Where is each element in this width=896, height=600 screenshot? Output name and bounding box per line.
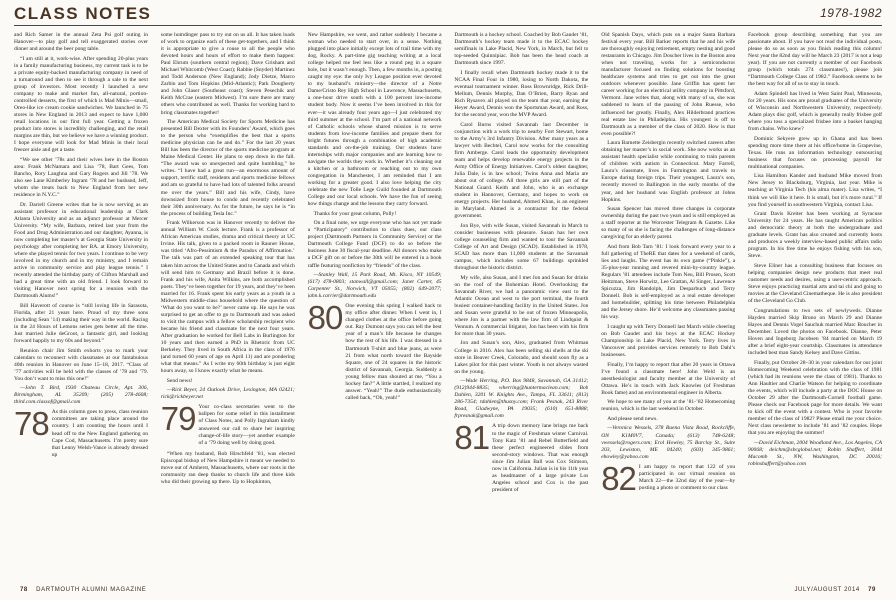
paragraph: Congratulations to two sets of newlyweds. Dianne Hayden married Skip Bruno on March 29 and Dianne Hayes and Dennis Vogel Sauchuk married Marc Boucher in December. Loved the photos on Facebook. Dianne, Peter Hoven and Ingeborg Jacobsen ’84 married on March 19 after a brief eight-year courtship. Classmates in attendance included best man Sandy Kelsey and Dave Gittins. [748, 307, 882, 357]
left-page-number: 78 [20, 587, 28, 593]
paragraph: “We see other ’78s and their wives here in the Boston area: Frank McNamara and Lisa ’78, Bart Gees, Tom Bancho, Rory Laughna and Gary Rogers and Jill ’78. We also see Lane Kimberley Ingram ’78 and her husband, Jeff, whom she treats back to New England from her new residence in N.Y.C.” [14, 156, 148, 199]
issue-date: JULY/AUGUST 2014 [794, 587, 860, 593]
class-80-block [307, 299, 442, 404]
paragraph: I caught up with Terry Donnell last March while cheering on Bob Gaudet and his boys at the ECAC Hockey Championship in Lake Placid, New York. Terry lives in Vancouver and provides services remotely to Bob Dahl’s businesses. [601, 323, 736, 359]
class-secretary-signature: —Stanley Wall, 15 Park Road, Mt. Kisco, NY 10549; (617) 478-0803; stanwall@gmail.com; Janet Carter, 45 Carpenter St., Norwich, VT 05055; (802) 649-2077; jahn.k.carrier@dartmouth.edu [307, 272, 442, 300]
paragraph: some humdinger pass to try out on us all. It has taken loads of work to organize each of these get-togethers, and I think it is appropriate to give a rouse to all the people who devoted hours and hours of effort to make them happen: Paul Ehrum (southern central region); Dave Grisham and Michael Whitcomb (West Coast); Rabbie (Snyder) Martinez and Todd Anderson (New England); Jody Dietze, Marco Zarbin and Tom Hopkins (Mid-Atlantic); Park Dougherty and John Glaser (Southeast coast); Steven Pesechik and Keith McCrae (eastern Midwest). I’m sure there are many others who contributed as well. Thanks for working hard to bring classmates together! [160, 32, 295, 116]
class-year-number-81: 81 [454, 419, 490, 457]
paragraph: Steve Eliner has a consulting business that focuses on helping companies design new products that meet real customer needs and desires, using a user-centric approach. Steve enjoys practicing martial arts and tai chi and going to movies at the Cleveland Cinematheque. He is also president of the Cleveland Go Club. [748, 262, 882, 305]
paragraph: Thanks for your great column, Polly! [313, 210, 397, 217]
class-secretary-signature: —Veronica Wessels, 378 Buena Vista Road, Rockcliffe, ON K1M0V7, Canada; (613) 748-6248; vwessels@rogers.com; Erol Howley, 75 Barclay St., Suite 203, Lewiston, ME 04240; (603) 345-9861; ehowley@yahoo.com [601, 425, 736, 460]
column-1 [14, 32, 148, 583]
paragraph: Dr. Darrell Greene writes that he is now serving as an assistant professor in educational leadership at Clark Atlanta University and as an adjunct professor at Mercer University. “My wife, Barbara, retired last year from the Food and Drug Administration and our daughter, Ayanna, is now completing her master’s at Georgia State University in psychology after completing her BA. at Emory University, where she played tennis for two years. I continue to be very involved in my church and in my ministry, and I remain active in community service and play league tennis.” I recently attended the birthday party of Clifton Marshall and had a great time with an old friend. I look forward to visiting Hanover next spring for a reunion with the Dartmouth Alums!” [14, 201, 148, 300]
paragraph: Reunion chair Jim Smith exhorts you to mark your calendars to reconnect with classmates at our fantabulous 40th reunion in Hanover on June 15–18, 2017. “Class of ’77 activities will be held with the classes of ’78 and ’79. You don’t want to miss this one!” [14, 347, 148, 382]
paragraph: On a final note, we urge everyone who has not yet made a “Participatory” contribution to class dues, our class project (Dartmouth Partners in Community Service) or the Dartmouth College Fund (DCF) to do so before the business June 30 fiscal-year deadline. All donors who make a DCF gift on or before the 30th will be entered in a book raffle featuring nonfiction by “friends” of the class. [307, 220, 442, 269]
paragraph: Adam Spindell has lived in West Saint Paul, Minnesota, for 20 years. His sons are proud graduates of the University of Wisconsin and Northwestern University, respectively. Adam plays disc golf, which is generally really frisbee golf where you toss a specialized frisbee into a basket hanging from chains. Who knew? [748, 90, 882, 133]
class-secretary-signature: —David Eichman, 2004 Woodland Ave., Los Angeles, CA 90068; deichm@sbcglobal.net; Robin Shaffert, 3044 Macomb St., NW, Washington, DC 20016; robinshaffert@yahoo.com [748, 439, 882, 467]
class-secretary-signature: —Rick Beyer, 24 Outlook Drive, Lexington, MA 02421; rick@rickbeyer.net [160, 387, 295, 401]
paragraph: Jon Bye, with wife Susan, visited Savannah in March to consider businesses with pleasure. Susan has her own college counseling firm and wanted to tour the Savannah College of Art and Design (SCAD). Established in 1978, SCAD has more than 11,000 students at the Savannah campus, which includes some 67 buildings sprinkled throughout the historic district. [454, 222, 589, 271]
publication-name: DARTMOUTH ALUMNI MAGAZINE [36, 587, 147, 593]
paragraph: Susan Spencer has moved three changes in corporate ownership during the past two years and is still employed as a staff reporter at the Worcester Telegram & Gazette. Like so many of us she is facing the challenges of long-distance caregiving for an elderly parent. [601, 206, 736, 241]
paragraph: Grant Davis Kreiter has been working at Syracuse University for 24 years. He has taught American politics and democratic theory at both the undergraduate and graduate levels. Grant has also created and currently hosts and produces a weekly interview-based public affairs radio program. In his free time he enjoys fishing with his son, Steve. [748, 211, 882, 260]
class-years-range: 1978-1982 [820, 6, 882, 20]
paragraph: “I am still at it, work-wise. After spending 20-plus years in a family manufacturing business, my current task is to be a private equity-backed manufacturing company in need of a turnaround and then to see it through a sale to the next group of investors. Most recently I launched a new company to make and market fun, all-natural, portion-controlled desserts, the first of which is Mad Minis—small, Oreo-like ice cream cookie sandwiches. We launched in 75 stores in New England in 2013 and expect to have 1,000 retail locations in our first full year. Getting a frozen product into stores is incredibly challenging, and the retail margins are thin, but we believe we have a winning product. I hope everyone will look for Mad Minis in their local freezer aisle and get a taste. [14, 55, 148, 154]
paragraph: The American Medical Society for Sports Medicine has presented Bill Dexter with its Founders’ Award, which goes to the person who “exemplifies the best that a sports medicine physician can be and do.” For the last 20 years Bill has been the director of the sports medicine program at Maine Medical Center. He plans to step down in the fall. “The award was so unexpected and quite humbling,” he writes. “I have had a great run—an enormous amount of support, terrific staff, residents and sports medicine fellows and am so grateful to have had lots of talented folks around me over the years.” Bill and his wife, Cindy, have downsized from house to condo and recently celebrated their 30th anniversary. As for the future, he says he is “in the process of building Tesla Inc.” [160, 119, 295, 217]
paragraph: Dominic Sekyere grew up in Ghana and has been spending more time there at his office/home in Grapevine, Texas. He runs an information technology outsourcing business that focuses on processing payroll for multinational companies. [748, 135, 882, 170]
paragraph: Frank Wilkerson was in Hanover recently to deliver the annual William W. Cook lecture. Frank is a professor of African American studies, drama and critical theory at UC Irvine. His talk, given to a packed room in Rauner House, was titled ‘Afro-Pessimism & the Paradox of Affirmation.’ The talk was part of an extended speaking tour that has taken him across the United States and to Canada and which will send him to Germany and Brazil before it is done. Frank and his wife, Anita Wilkins, are both accomplished poets. They’ve been together for 19 years, and they’ve been married for 16. Frank spent his early years as a youth in a Midwestern middle-class household where the question of ‘What do you want to be?’ never came up. He says he was surprised to get an offer to go to Dartmouth and was asked to visit the campus with a fellow scholarship recipient who became his friend and classmate for the next four years. After graduation he worked for Bell Labs in Burlington for 10 years and then earned a PhD in Rhetoric from UC Berkeley. They lived in South Africa in the class of 1976 (and turned 60 years of age on April 11) and are pondering what that means.” As I write my 60th birthday is just eight hours away, so I know exactly what he means. [160, 220, 295, 375]
paragraph: Laura Barnette Zeisbergin recently switched careers after obtaining her master’s in social work. She now works as an assistant health specialist while continuing to train parents of children with autism in Connecticut. Mary Farrell, Laura’s classmate, lives in Farmington and travels to Europe during foreign trips. Their youngest, Laura’s son, recently moved to Ballington in the early months of the year, and her husband was English professor at Johns Hopkins. [601, 140, 736, 203]
paragraph: Carol Burns visited Savannah last December in conjunction with a work trip to nearby Fort Stewart, home to the Army’s 3rd Infantry Division. After many years as a lawyer with Bechtel, Carol now works for the consulting firm Amberge. Carol leads the opportunity development team and helps develop renewable energy projects in the Army Office of Energy Initiatives. Carol’s oldest daughter, Julia Dale, is in law school; Twins Anna and Maria are about out of college. All three girls are still part of the National Guard. Keith and John, who is an exchange student in Hannover, Germany, and hopes to work on energy projects. Her husband, Ahmed Khan, is an engineer in Maryland. Ahmed is a contractor for the federal government. [454, 121, 589, 220]
class-78-block [14, 405, 148, 461]
class-secretary-signature: —John T. Bird, 1930 Chateau Circle, Apt. 306, Birmingham, AL 35209; (205) 278-4608; tbird.com.classof@gmail.com [14, 385, 148, 406]
column-4 [454, 32, 588, 583]
paragraph: We hope to see many of you at the ’81-’82 Homecoming reunion, which is the last weekend in October. [601, 399, 736, 413]
page-footer [0, 585, 896, 600]
class-year-number-78: 78 [14, 405, 49, 443]
paragraph: I finally recall when Dartmouth hockey made it to the NCAA Final Four in 1980, losing to North Dakota, the eventual tournament winner. Ross Brownridge, Rick Drill-Mellum, Dennis Murphy, Dan O’Brien, Barry Ryan and Rich Rysavex all played on the team that year, earning the Heyer Award, Dennis won the Sportsman Award, and Ross, for the second year, won the MVP Award. [454, 69, 589, 119]
paragraph: And please send news. [607, 415, 658, 422]
paragraph: My wife, also Susan, and I met Jon and Susan for drinks on the roof of the Bohemian Hotel. Overlooking the Savannah River, we had a panoramic view east to the Atlantic Ocean and west to the port terminal, the fourth busiest container-handling facility in the United States. Jon and Susan were grateful to be out of frozen Minneapolis, where Jon is a partner with the law firm of Lindquist & Vennum. A commercial litigator, Jon has been with his firm for more than 30 years. [454, 274, 589, 337]
class-secretary-signature: —Wade Herring, P.O. Box 9848, Savannah, GA 31412; (912)944-8835; wherring@huntermaclean.com; Bob Dahlen, 3201 W. Knights Ave., Tampa, FL 33611; (813) 286-7354; rdahlen@thusny.com; Frank Pesnak, 243 River Road, Gladwyne, PA 19035; (610) 651-8888; frpresnak@gmail.com [454, 378, 589, 420]
paragraph: Facebook group describing something that you are passionate about. If you have not read the individual posts, please do so as soon as you finish reading this column! Next year the 82nd day will be March 23 (2017 is not a leap year). If you are not currently a member of our Facebook group (which totals 274 classmates!), please join “Dartmouth College Class of 1982.” Facebook seems to be the best way for all of us to stay in touch. [748, 32, 882, 88]
paragraph: One evening this spring I walked back to my office after dinner. When I went in, I changed clothes at the office before going out. Ray Dumont says you can tell the best year of a man’s life because he changes how the rest of his life. I was dressed in a Dartmouth T-shirt and blue jeans, as were 21 from what north toward the Bayside Square, one of 24 squares in the historic district of Savannah, Georgia. Suddenly a young fellow man shouted at me, “You a hockey fan?” A little startled, I realized my answer. “Yeah!” The dude enthusiastically called back, “Oh, yeah!” [345, 303, 442, 401]
column-5 [601, 32, 735, 583]
paragraph: Bill Haverott of course is “still loving life in Sarasota, Florida, after 21 years here. Proud of my three sons (including Sean ’14) making their way in the world. Racing in the 24 Hours of Lemons series gets better all the time. Just married Julie deGroot, a fantastic girl, and looking forward happily to my 60s and beyond.” [14, 302, 148, 344]
paragraph: As this column goes to press, class reunion committees are taking place around the country. I am counting the hours until I head off to the New England gathering on Cape Cod, Massachusetts. I’m pretty sure that Lenny Welsh-Vance is already dressed up [51, 409, 148, 458]
class-82-block [601, 459, 736, 497]
paragraph: Finally, I’m happy to report that after 20 years in Ottawa I’ve found a classmate here! John Weld is an anesthesiologist and faculty member at the University of Ottawa. He’s in touch with Jack Knowles (of Freshman Book fame) and an environmental engineer in Alberta. [601, 361, 736, 396]
class-81-block [454, 419, 589, 496]
header-rule [14, 25, 882, 26]
class-year-number-80: 80 [307, 299, 343, 337]
class-notes-columns [14, 32, 882, 583]
paragraph: Your co-class secretaries went to the ballpen for some relief in this installment of Class Notes, and Polly Ingraham kindly answered our call to share her inspiring change-of-life story—yet another example of a ’79 doing well by doing good. [198, 404, 295, 446]
paragraph: “When my husband, Rob Hirschfeld ’81, was elected Episcopal bishop of New Hampshire it meant we needed to move out of Amherst, Massachusetts, where our roots in the community ran deep thanks to church life and three kids who did their growing up there. Up to Hopkinton, [160, 451, 295, 486]
class-79-block [160, 400, 295, 449]
footer-right [794, 587, 882, 593]
paragraph: And from Bob Tarn ’81: I look forward every year to a full gathering of TheRE that dates for a weekend of cards, lies and laughs. The event has its own game (“Pinkle”), a 35-plus-year running and revered mini-by-country league. Regulars ’81 attendees include Tom Neu, Bill Prosen, Scott Heitzman, Steve Horwitz, Lee Grattan, Al Singer, Lawrence Spicuzza, Jim Randolph, Jim Desparbuch and Terry Donnell. Bob is self-employed as a real estate developer and homebuilder, splitting his time between Philadelphia and the Jersey shore. He’d welcome any classmates passing his way. [601, 243, 736, 321]
paragraph: I am happy to report that 122 of you participated in our virtual reunion on March 22—the 32nd day of the year—by posting a photo or comment to our class [638, 463, 736, 491]
paragraph: New Hampshire, we went, and rather suddenly I became a woman who needed to start over, in a sense. Nothing plugged into place initially except lots of trail time with my dog, Rocky. A part-time gig teaching writing at a local college helped me feel less like a round peg in a square hole, but it wasn’t enough. Then, a few months in, a posting caught my eye: the only Ivy League position ever devoted to my husband’s ministry—the director of a Notre Dame/Cristo Rey High School in Lawrence, Massachusetts, a one-hour drive south with a 100 percent low-income student body. Now it seems I’ve been involved in this for ever—it was already four years ago—I just celebrated my third summer at the school. I’m part of a national network of Catholic schools whose shared mission is to serve students from low-income families and prepare them for bright futures through a combination of high academic standards and on-the-job training. Our students have internships with major companies and are learning how to navigate the worlds they work in. Whether it’s cleaning out a kitchen or a bathroom or reaching out to my own congregation in Manchester, I am reminded that I am working for a greater good. I also love helping the city celebrate the new Tolle Lege Guild founded at Dartmouth College and our local schools. We have the fun of seeing how things change and the lessons they carry forward. [307, 32, 442, 208]
paragraph: Old Spanish Days, which puts on a major Santa Barbara festival every year. Bill Barker reports that he and his wife are thoroughly enjoying retirement, empty nesting and good restaurants in Chicago. Jim Doscher lives in the Boston area when not traveling, works for a semiconductor manufacturer focused on finding solutions for boosting healthcare systems and tries to get out into the great outdoors whenever possible. Jane Griffin has spent her career working for an electrical utility company in Pittsford, Vermont. Jane writes that, along with many of us, she was saddened to learn of the passing of John Ruesse, who influenced her greatly. Finally, Alex Hilderbrand practices real estate law in Philadelphia. His youngest is off to Dartmouth as a member of the class of 2020. How is that even possible?! [601, 32, 736, 137]
column-2 [161, 32, 295, 583]
column-6 [748, 32, 882, 583]
page-header [0, 0, 896, 30]
paragraph: A trip down memory lane brings me back to the magic of Freshman winter Carnival. Tony Katz ’81 and Rebel Butterfield and these perfect engineered slides from second-story windows. That was enough since Jim Julian Ball was Cox Stimson, now in California. Julian is in his 11th year as headmaster of a large private Los Angeles school and Cox is the past president of [492, 423, 589, 493]
column-3 [308, 32, 442, 583]
class-year-number-79: 79 [160, 400, 196, 438]
section-title: CLASS NOTES [14, 4, 152, 23]
class-year-number-82: 82 [601, 459, 636, 497]
paragraph: Send news! [166, 377, 193, 384]
paragraph: Jon and Susan’s son, Alex, graduated from Whitman College in 2016. Alex has been selling ski shells at the ski store in Beaver Creek, Colorado, and should soon fly as a Lakes pilot for this past winter. Youth is not always wasted on the young. [454, 340, 589, 375]
footer-left [14, 587, 146, 593]
paragraph: Finally, put October 28–30 in your calendars for our joint Homecoming Weekend celebration with the class of 1981 (which had its reunions were the class of 1981). Thanks to Ann Haultier and Charlie Watson for helping to coordinate the events, which will include a party at the DOC House on October 29 after the Dartmouth-Cornell football game. Please check our Facebook page for more details. We want to kick off the event with a contest. Who is your favorite member of the class of 1982? Please email me your choice. Next class newsletter to include ’81 and ’82 couples. Hope that you are enjoying the summer! [748, 359, 882, 437]
paragraph: and Rich Samer in the annual Zeta Psi golf outing in Hanover—to play golf and tell exaggerated stories over dinner and around the beer pong table. [14, 32, 148, 53]
paragraph: Lisa Hamilton Kander and husband Mike moved from New Jersey to Blacksburg, Virginia, last year. Mike is teaching at Virginia Tech (his alma mater). Lisa writes, “I think we will like it here. It is small, but it’s more rural.” If you find yourself in southwestern Virginia, contact Lisa. [748, 173, 882, 208]
paragraph: Dartmouth is a hockey school. Coached by Bob Gaudet ’81, Dartmouth’s hockey team made it to the ECAC hockey semifinals in Lake Placid, New York, in March, but fell to top-seeded Quinnipiac. Bob has been the head coach at Dartmouth since 1997. [454, 32, 589, 67]
right-page-number: 79 [868, 587, 876, 593]
